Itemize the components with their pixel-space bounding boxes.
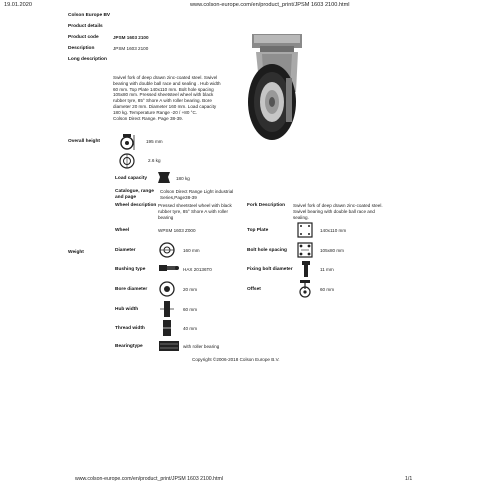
fixing-bolt-icon — [300, 260, 312, 278]
wheel-value: WPSM 1603 Z000 — [158, 228, 196, 233]
bearing-type-label: Bearingtype — [115, 344, 143, 349]
wheel-description-value — [158, 203, 232, 221]
catalogue-label-line: Catalogue, range — [115, 189, 154, 194]
wheel-description-line: Pressed sheetsteel wheel with black — [158, 203, 232, 208]
product-code-label: Product code — [68, 35, 99, 40]
product-details-heading: Product details — [68, 24, 103, 29]
overall-height-label: Overall height — [68, 139, 100, 144]
product-code-value: JPSM 1603 2100 — [113, 35, 149, 40]
wheel-description-line: bearing — [158, 215, 174, 220]
diameter-label: Diameter — [115, 248, 136, 253]
height-icon — [118, 133, 136, 151]
weight-value: 2.6 kg — [148, 158, 161, 163]
thread-width-label: Thread width — [115, 326, 145, 331]
bushing-type-label: Bushing type — [115, 267, 146, 272]
hub-width-icon — [160, 300, 174, 318]
long-description-line: Swivel fork of deep drawn zinc-coated steel. Swivel — [113, 75, 218, 80]
footer-url[interactable]: www.colson-europe.com/en/product_print/JPSM 1603 2100.html — [75, 476, 223, 482]
bore-diameter-label: Bore diameter — [115, 287, 148, 292]
catalogue-value-line: Colson Direct Range Light industrial — [160, 189, 234, 194]
company-name: Colson Europe BV — [68, 13, 111, 18]
offset-icon — [296, 279, 314, 299]
fork-description-value — [293, 203, 383, 221]
offset-value: 60 mm — [320, 287, 335, 292]
fork-description-line: sealing. — [293, 215, 309, 220]
fork-description-line: Swivel bearing with double ball race and — [293, 209, 375, 214]
long-description-label: Long description — [68, 57, 107, 62]
bearing-type-value: with roller bearing — [183, 344, 220, 349]
top-plate-label: Top Plate — [247, 228, 269, 233]
long-description-line: rubber tyre, 85° Shore A with roller bearing. Bore — [113, 98, 212, 104]
long-description-line: 180 kg. Temperature Range -20 / +80 °C. — [113, 109, 198, 115]
catalogue-value-line: Series,Page38-39 — [160, 195, 197, 200]
wheel-description-label: Wheel description — [115, 203, 157, 208]
bolt-hole-spacing-label: Bolt hole spacing — [247, 248, 287, 253]
long-description-line: bearing with double ball race and sealing . Hub width — [113, 80, 221, 86]
fixing-bolt-diameter-value: 11 mm — [320, 267, 334, 272]
weight-icon — [118, 152, 136, 170]
offset-label: Offset — [247, 287, 261, 292]
load-capacity-label: Load capacity — [115, 176, 147, 181]
catalogue-value — [160, 189, 233, 201]
fixing-bolt-diameter-label: Fixing bolt diameter — [247, 267, 293, 272]
wheel-description-line: rubber tyre, 85° Shore A with roller — [158, 209, 229, 214]
copyright: Copyright ©2006-2018 Colson Europe B.V. — [192, 357, 280, 362]
thread-width-value: 40 mm — [183, 326, 198, 331]
wheel-label: Wheel — [115, 228, 130, 233]
top-plate-icon — [296, 221, 314, 239]
description-value: JPSM 1603 2100 — [113, 46, 149, 51]
header-url[interactable]: www.colson-europe.com/en/product_print/JPSM 1603 2100.html — [190, 2, 350, 8]
thread-width-icon — [160, 319, 174, 337]
long-description-line: diameter 20 mm. Diameter 160 mm. Load capacity — [113, 103, 217, 109]
load-capacity-value: 180 kg — [176, 176, 190, 181]
catalogue-label — [115, 189, 154, 201]
catalogue-label-line: and page — [115, 195, 137, 200]
bolt-hole-icon — [296, 241, 314, 259]
long-description-line: 60 mm. Top Plate 140x110 mm. Bolt hole spacing — [113, 86, 214, 92]
diameter-icon — [158, 241, 176, 259]
bushing-icon — [158, 262, 180, 274]
long-description-line: 105x80 mm. Pressed sheetsteel wheel with black — [113, 92, 214, 98]
long-description-text — [113, 75, 273, 121]
top-plate-value: 140x110 mm — [320, 228, 347, 233]
fork-description-label: Fork Description — [247, 203, 286, 208]
bore-icon — [158, 280, 176, 298]
hub-width-label: Hub width — [115, 307, 139, 312]
diameter-value: 160 mm — [183, 248, 200, 253]
print-date: 19.01.2020 — [4, 2, 32, 8]
bolt-hole-spacing-value: 105x80 mm — [320, 248, 345, 253]
bushing-type-value: HAX 20136T0 — [183, 267, 212, 272]
long-description-line: Colson Direct Range. Page 38-39. — [113, 115, 183, 121]
description-label: Description — [68, 46, 95, 51]
hub-width-value: 60 mm — [183, 307, 198, 312]
weight-section-label: Weight — [68, 250, 84, 255]
bearing-icon — [158, 340, 180, 352]
overall-height-value: 195 mm — [146, 139, 163, 144]
fork-description-line: Swivel fork of deep drawn zinc-coated steel. — [293, 203, 383, 208]
page-number: 1/1 — [405, 476, 413, 482]
bore-diameter-value: 20 mm — [183, 287, 198, 292]
load-capacity-icon — [155, 168, 173, 186]
